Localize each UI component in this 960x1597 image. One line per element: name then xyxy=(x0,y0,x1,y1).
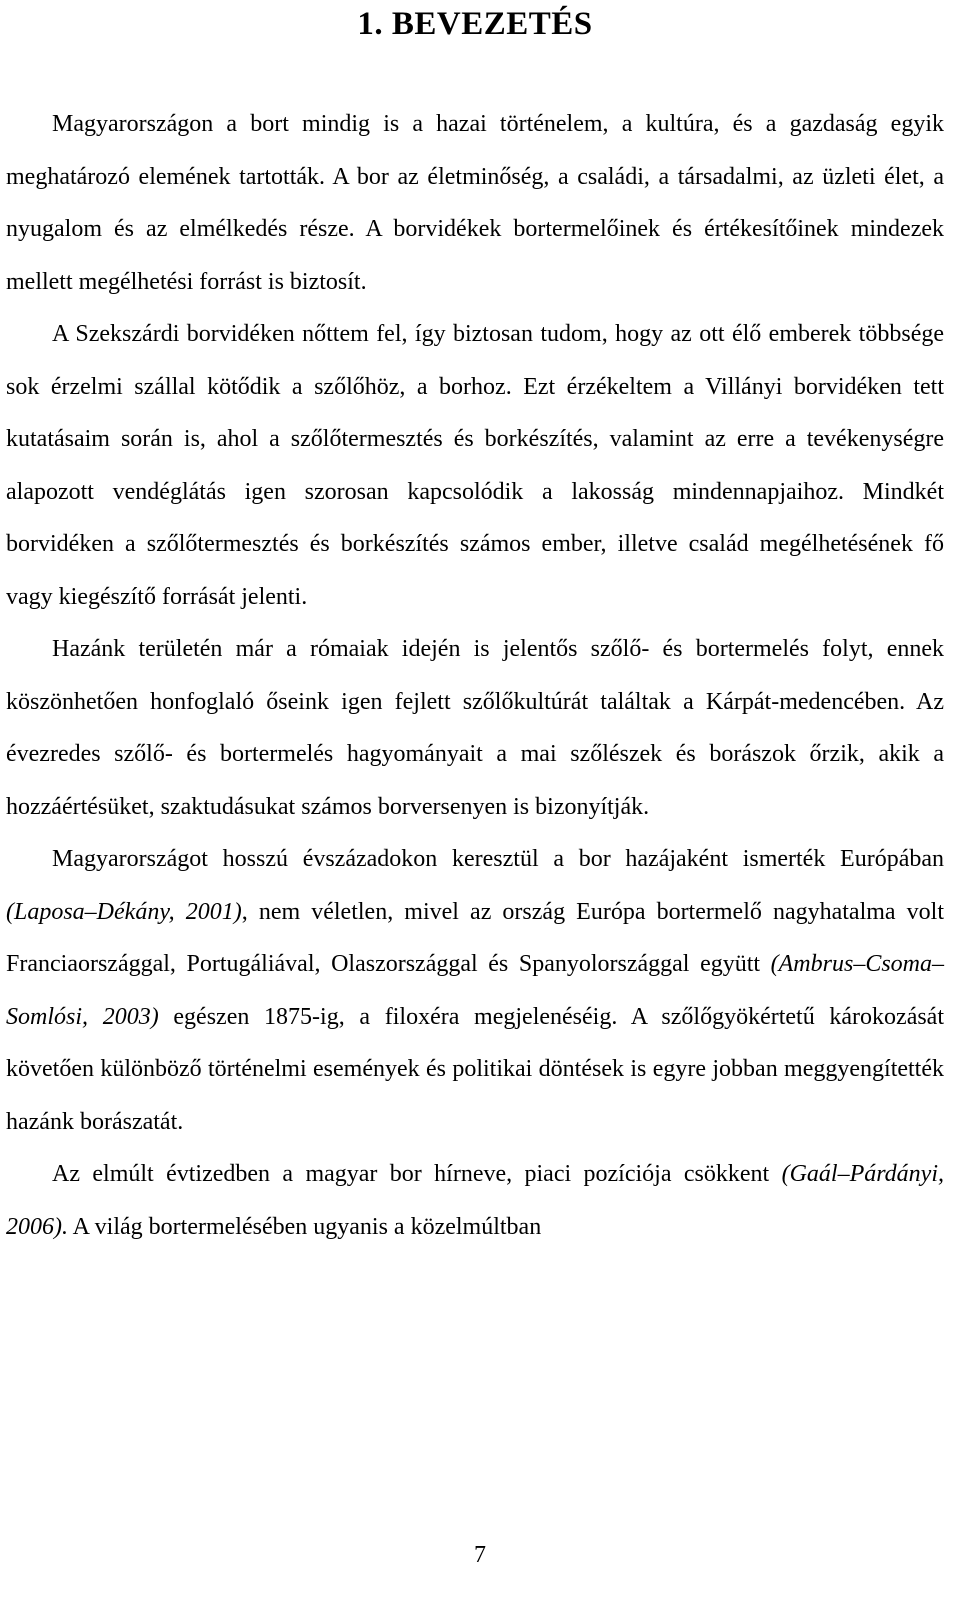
citation-ambrus-csoma-somlosi: (Ambrus–Csoma–Somlósi, 2003) xyxy=(6,951,944,1030)
paragraph-5-text-a: Az elmúlt évtizedben a magyar bor hírneve, piaci pozíciója csökkent xyxy=(52,1161,782,1187)
paragraph-3-text: Hazánk területén már a rómaiak idején is jelentős szőlő- és bortermelés folyt, ennek köszönhetően honfoglaló őseink igen fejlett szőlőkultúrát találtak a Kárpát-medencében. Az évezredes szőlő- és bortermelés hagyományait a mai szőlészek és borászok őrzik, akik a hozzáértésüket, szaktudásukat számos borversenyen is bizonyítják. xyxy=(6,636,944,820)
document-page xyxy=(6,0,944,1253)
paragraph-5 xyxy=(6,1148,944,1253)
citation-laposa-dekany: (Laposa–Dékány, 2001) xyxy=(6,898,242,925)
paragraph-1 xyxy=(6,98,944,308)
chapter-heading: 1. BEVEZETÉS xyxy=(357,6,593,42)
paragraph-2-text: A Szekszárdi borvidéken nőttem fel, így biztosan tudom, hogy az ott élő emberek többsége sok érzelmi szállal kötődik a szőlőhöz, a borhoz. Ezt érzékeltem a Villányi borvidéken tett kutatásaim során is, ahol a szőlőtermesztés és borkészítés, valamint az erre a tevékenységre alapozott vendéglátás igen szorosan kapcsolódik a lakosság mindennapjaihoz. Mindkét borvidéken a szőlőtermesztés és borkészítés számos ember, illetve család megélhetésének fő vagy kiegészítő forrását jelenti. xyxy=(6,321,944,610)
paragraph-4 xyxy=(6,833,944,1148)
paragraph-4-text-b: , nem véletlen, mivel az ország Európa bortermelő nagyhatalma volt Franciaországgal, Portugáliával, Olaszországgal és Spanyolországgal együtt xyxy=(6,898,944,977)
citation-gaal-pardanyi: (Gaál–Párdányi, 2006). xyxy=(6,1161,944,1240)
paragraph-5-text-b: A világ bortermelésében ugyanis a közelmúltban xyxy=(68,1213,542,1240)
paragraph-1-text: Magyarországon a bort mindig is a hazai történelem, a kultúra, és a gazdaság egyik meghatározó elemének tartották. A bor az életminőség, a családi, a társadalmi, az üzleti élet, a nyugalom és az elmélkedés része. A borvidékek bortermelőinek és értékesítőinek mindezek mellett megélhetési forrást is biztosít. xyxy=(6,111,944,295)
paragraph-2 xyxy=(6,308,944,623)
paragraph-4-text-c: egészen 1875-ig, a filoxéra megjelenéséig. A szőlőgyökértetű károkozását követően különböző történelmi események és politikai döntések is egyre jobban meggyengítették hazánk borászatát. xyxy=(6,1003,945,1135)
paragraph-4-text-a: Magyarországot hosszú évszázadokon keresztül a bor hazájaként ismerték Európában xyxy=(52,846,944,872)
paragraph-3 xyxy=(6,623,944,833)
page-number: 7 xyxy=(474,1542,486,1568)
